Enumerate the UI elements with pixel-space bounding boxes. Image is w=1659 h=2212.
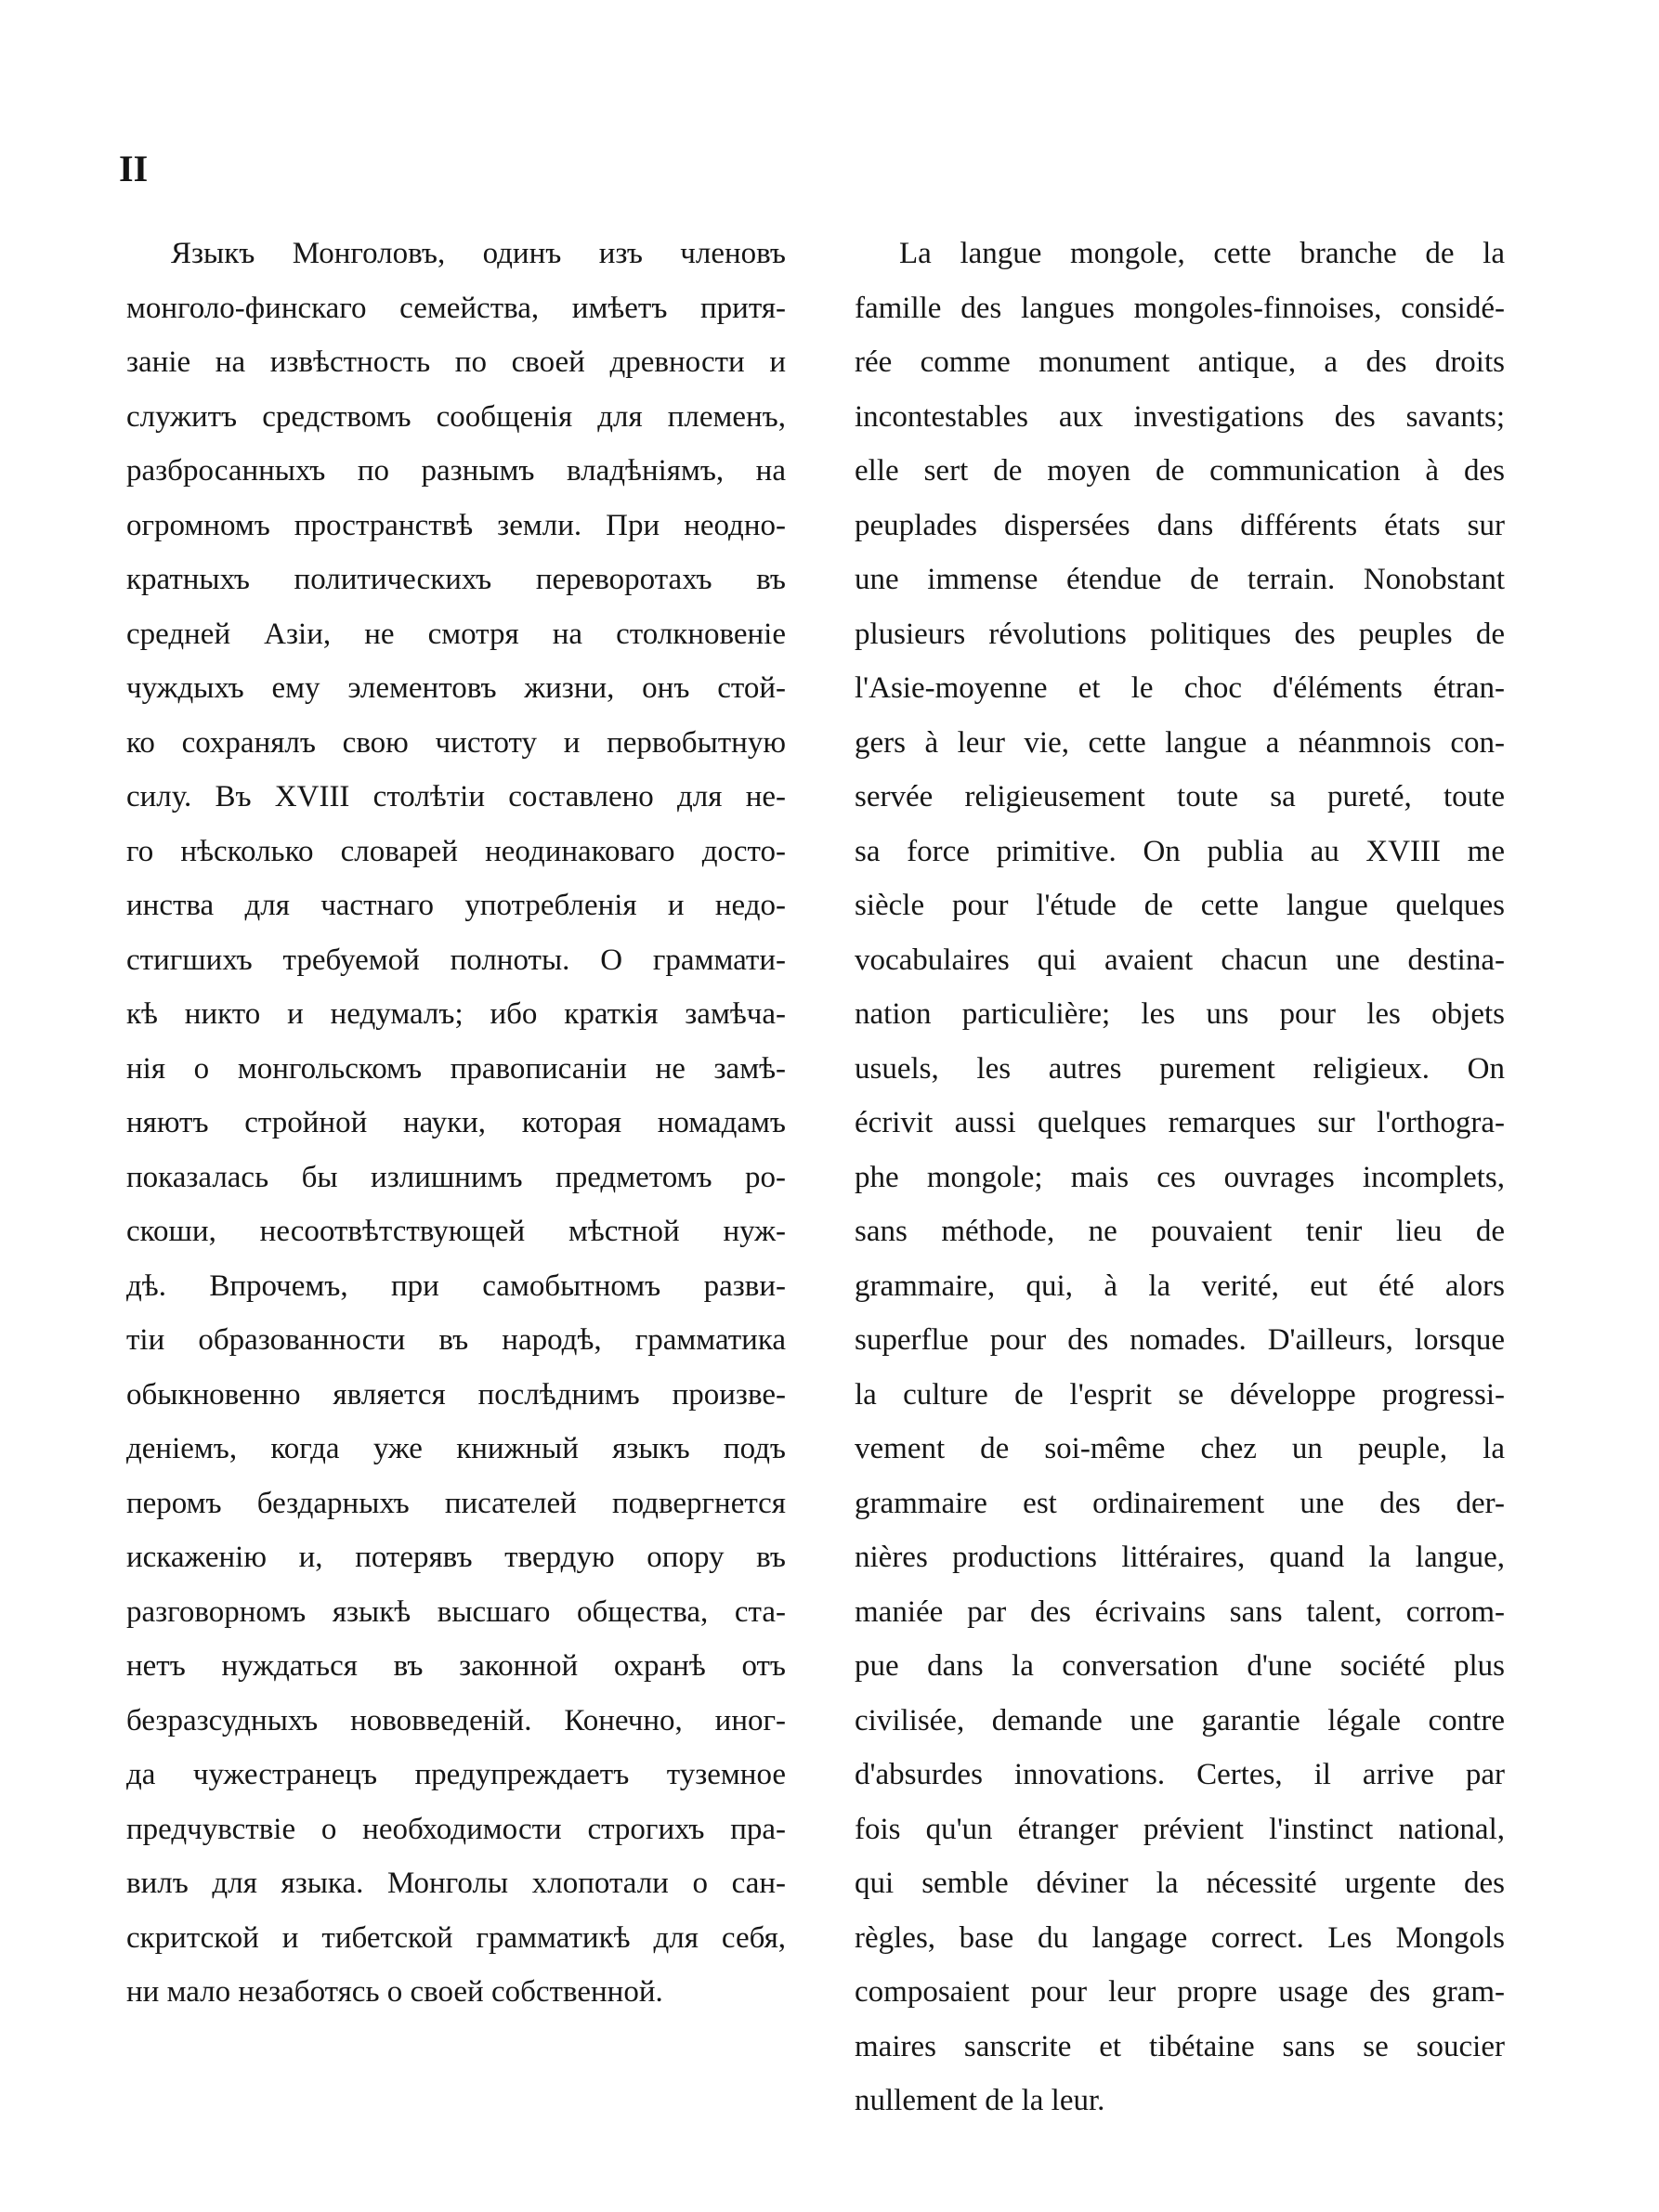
text-line: кратныхъ политическихъ переворотахъ въ — [126, 563, 786, 596]
french-text-column — [855, 227, 1505, 2128]
text-line: règles, base du langage correct. Les Mongols — [855, 1920, 1505, 1955]
text-line: civilisée, demande une garantie légale contre — [855, 1703, 1505, 1737]
text-line: famille des langues mongoles-finnoises, considé- — [855, 291, 1505, 325]
text-line: вилъ для языка. Монголы хлопотали о сан- — [126, 1867, 786, 1900]
text-line: предчувствіе о необходимости строгихъ пра- — [126, 1812, 786, 1846]
text-line: безразсудныхъ нововведеній. Конечно, иног- — [126, 1703, 786, 1737]
text-line: служитъ средствомъ сообщенія для племенъ, — [126, 399, 786, 434]
text-line: rée comme monument antique, a des droits — [855, 345, 1505, 379]
text-line: стигшихъ требуемой полноты. О граммати- — [126, 943, 786, 977]
text-line: средней Азіи, не смотря на столкновеніе — [126, 617, 786, 651]
russian-text-column — [126, 227, 786, 2020]
text-line: maires sanscrite et tibétaine sans se soucier — [855, 2029, 1505, 2063]
text-line: скритской и тибетской грамматикѣ для себя, — [126, 1920, 786, 1955]
text-line: vocabulaires qui avaient chacun une destina- — [855, 943, 1505, 977]
page-number: II — [119, 148, 149, 189]
text-line: нія о монгольскомъ правописаніи не замѣ- — [126, 1051, 786, 1086]
text-line: ни мало незаботясь о своей собственной. — [126, 1975, 663, 2009]
text-line: plusieurs révolutions politiques des peuples de — [855, 617, 1505, 651]
text-line: кѣ никто и недумалъ; ибо краткія замѣча- — [126, 997, 786, 1031]
text-line: Языкъ Монголовъ, одинъ изъ членовъ — [171, 237, 786, 270]
text-line: показалась бы излишнимъ предметомъ ро- — [126, 1160, 786, 1194]
text-line: gers à leur vie, cette langue a néanmnois con- — [855, 725, 1505, 760]
text-line: да чужестранецъ предупреждаетъ туземное — [126, 1758, 786, 1791]
text-line: дѣ. Впрочемъ, при самобытномъ разви- — [126, 1269, 786, 1303]
text-line: ко сохранялъ свою чистоту и первобытную — [126, 725, 786, 760]
text-line: incontestables aux investigations des savants; — [855, 399, 1505, 434]
text-line: sa force primitive. On publia au XVIII me — [855, 834, 1505, 868]
text-line: nières productions littéraires, quand la langue, — [855, 1541, 1505, 1574]
text-line: деніемъ, когда уже книжный языкъ подъ — [126, 1432, 786, 1465]
text-line: servée religieusement toute sa pureté, toute — [855, 780, 1505, 813]
text-line: силу. Въ XVIII столѣтіи составлено для не- — [126, 780, 786, 813]
text-line: разговорномъ языкѣ высшаго общества, ста- — [126, 1594, 786, 1629]
text-line: скоши, несоотвѣтствующей мѣстной нуж- — [126, 1215, 786, 1248]
text-line: peuplades dispersées dans différents états sur — [855, 508, 1505, 542]
text-line: usuels, les autres purement religieux. On — [855, 1051, 1505, 1086]
text-line: elle sert de moyen de communication à des — [855, 454, 1505, 488]
text-line: grammaire, qui, à la verité, eut été alors — [855, 1269, 1505, 1303]
text-line: écrivit aussi quelques remarques sur l'orthogra- — [855, 1106, 1505, 1139]
text-line: тіи образованности въ народѣ, грамматика — [126, 1323, 786, 1357]
text-line: перомъ бездарныхъ писателей подвергнется — [126, 1486, 786, 1520]
text-line: la culture de l'esprit se développe progressi- — [855, 1377, 1505, 1412]
text-line: fois qu'un étranger prévient l'instinct national, — [855, 1812, 1505, 1846]
text-line: няютъ стройной науки, которая номадамъ — [126, 1106, 786, 1139]
text-line: vement de soi-même chez un peuple, la — [855, 1432, 1505, 1465]
text-line: maniée par des écrivains sans talent, corrom- — [855, 1594, 1505, 1629]
text-line: composaient pour leur propre usage des gram- — [855, 1975, 1505, 2009]
text-line: обыкновенно является послѣднимъ произве- — [126, 1377, 786, 1412]
text-line: го нѣсколько словарей неодинаковаго досто- — [126, 834, 786, 868]
text-line: огромномъ пространствѣ земли. При неодно- — [126, 508, 786, 542]
text-line: nullement de la leur. — [855, 2084, 1105, 2117]
text-line: разбросанныхъ по разнымъ владѣніямъ, на — [126, 454, 786, 488]
text-line: искаженію и, потерявъ твердую опору въ — [126, 1541, 786, 1574]
text-line: монголо-финскаго семейства, имѣетъ притя- — [126, 291, 786, 325]
text-line: нетъ нуждаться въ законной охранѣ отъ — [126, 1649, 786, 1683]
text-line: l'Asie-moyenne et le choc d'éléments étran- — [855, 671, 1505, 705]
text-line: siècle pour l'étude de cette langue quelques — [855, 889, 1505, 922]
text-line: sans méthode, ne pouvaient tenir lieu de — [855, 1215, 1505, 1248]
text-line: d'absurdes innovations. Certes, il arrive par — [855, 1758, 1505, 1791]
text-line: инства для частнаго употребленія и недо- — [126, 889, 786, 922]
text-line: phe mongole; mais ces ouvrages incomplets, — [855, 1160, 1505, 1194]
text-line: une immense étendue de terrain. Nonobstant — [855, 563, 1505, 596]
text-line: grammaire est ordinairement une des der- — [855, 1486, 1505, 1520]
text-line: заніе на извѣстность по своей древности и — [126, 345, 786, 379]
text-line: La langue mongole, cette branche de la — [899, 237, 1505, 270]
text-line: чуждыхъ ему элементовъ жизни, онъ стой- — [126, 671, 786, 705]
text-line: superflue pour des nomades. D'ailleurs, lorsque — [855, 1323, 1505, 1357]
text-line: nation particulière; les uns pour les objets — [855, 997, 1505, 1031]
text-line: qui semble déviner la nécessité urgente des — [855, 1867, 1505, 1900]
text-line: pue dans la conversation d'une société plus — [855, 1649, 1505, 1683]
